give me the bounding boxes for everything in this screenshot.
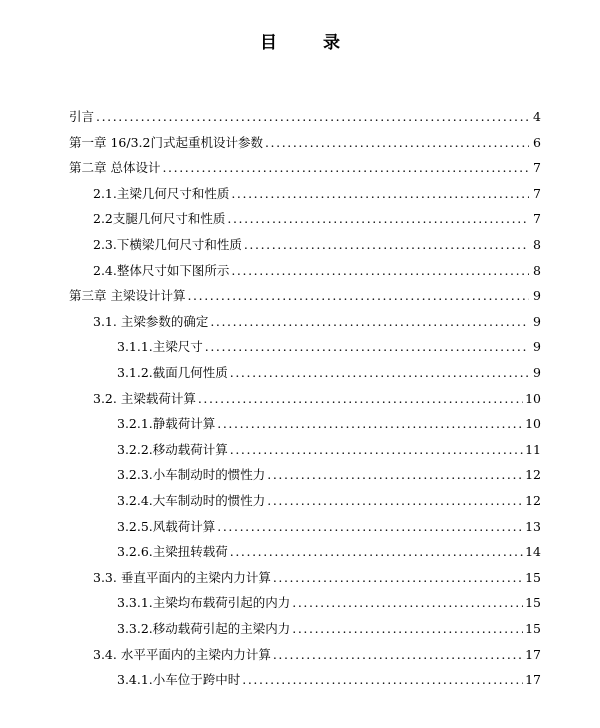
toc-entry-label: 第二章 总体设计: [69, 160, 161, 176]
toc-entry[interactable]: [117, 670, 541, 690]
toc-entry-label: 3.1. 主梁参数的确定: [93, 313, 209, 329]
toc-entry[interactable]: [69, 107, 541, 127]
toc-entry-page-number: 9: [533, 288, 541, 304]
toc-entry-page-number: 8: [533, 262, 541, 278]
toc-entry[interactable]: [117, 363, 541, 383]
toc-entry-label: 3.2.5.风载荷计算: [117, 518, 216, 534]
toc-entry-page-number: 7: [533, 185, 541, 201]
toc-entry-label: 2.4.整体尺寸如下图所示: [93, 262, 230, 278]
toc-entry-label: 3.2.1.静载荷计算: [117, 416, 216, 432]
toc-entry[interactable]: [117, 593, 541, 613]
toc-entry-page-number: 17: [525, 646, 541, 662]
toc-entry[interactable]: [117, 619, 541, 639]
dot-leader: [227, 209, 529, 229]
toc-entry-label: 3.3.2.移动载荷引起的主梁内力: [117, 621, 291, 636]
toc-entry-label: 第三章 主梁设计计算: [69, 288, 186, 304]
toc-entry-page-number: 14: [525, 544, 541, 560]
toc-entry[interactable]: [93, 209, 541, 229]
toc-entry-page-number: 17: [525, 672, 541, 688]
dot-leader: [198, 389, 523, 409]
toc-entry-page-number: 12: [525, 467, 541, 483]
dot-leader: [187, 286, 529, 306]
toc-entry[interactable]: [93, 235, 541, 255]
toc-entry[interactable]: [117, 465, 541, 485]
toc-entry-label: 3.2. 主梁载荷计算: [93, 390, 196, 406]
dot-leader: [96, 107, 529, 127]
toc-entry-page-number: 13: [525, 518, 541, 534]
dot-leader: [265, 133, 529, 153]
toc-entry-page-number: 12: [525, 493, 541, 508]
toc-entry-label: 引言: [69, 109, 95, 124]
toc-entry[interactable]: [93, 568, 541, 588]
dot-leader: [205, 337, 529, 357]
toc-entry-label: 3.1.1.主梁尺寸: [117, 339, 203, 355]
toc-entry-page-number: 10: [525, 390, 541, 406]
toc-entry-label: 2.3.下横梁几何尺寸和性质: [93, 237, 242, 252]
toc-entry-label: 3.2.3.小车制动时的惯性力: [117, 467, 266, 483]
dot-leader: [162, 158, 529, 178]
toc-entry-label: 3.2.2.移动载荷计算: [117, 441, 228, 457]
toc-entry[interactable]: [69, 158, 541, 178]
toc-entry[interactable]: [93, 312, 541, 332]
toc-entry-page-number: 9: [533, 339, 541, 355]
dot-leader: [231, 261, 529, 281]
dot-leader: [267, 465, 523, 485]
dot-leader: [230, 363, 529, 383]
toc-entry-page-number: 15: [525, 595, 541, 611]
dot-leader: [292, 593, 523, 613]
toc-entry[interactable]: [93, 184, 541, 204]
toc-entry[interactable]: [93, 261, 541, 281]
toc-entry-page-number: 7: [533, 211, 541, 227]
dot-leader: [231, 184, 529, 204]
dot-leader: [217, 414, 523, 434]
toc-entry[interactable]: [69, 286, 541, 306]
dot-leader: [217, 517, 523, 537]
toc-entry-page-number: 15: [525, 569, 541, 585]
page-title: 目 录: [260, 33, 360, 53]
dot-leader: [244, 235, 529, 255]
toc-entry-label: 2.2支腿几何尺寸和性质: [93, 211, 226, 227]
toc-entry-page-number: 8: [533, 237, 541, 252]
dot-leader: [210, 312, 529, 332]
toc-entry-label: 3.2.6.主梁扭转载荷: [117, 544, 228, 560]
toc-entry-page-number: 4: [533, 109, 541, 124]
toc-entry-label: 3.3. 垂直平面内的主梁内力计算: [93, 569, 271, 585]
toc-entry[interactable]: [117, 491, 541, 511]
toc-entry-label: 3.4. 水平平面内的主梁内力计算: [93, 646, 271, 662]
toc-entry[interactable]: [117, 337, 541, 357]
toc-entry[interactable]: [117, 440, 541, 460]
toc-entry-page-number: 15: [525, 621, 541, 636]
dot-leader: [273, 645, 523, 665]
toc-entry[interactable]: [117, 517, 541, 537]
toc-entry-label: 3.3.1.主梁均布载荷引起的内力: [117, 595, 291, 611]
toc-entry-label: 3.4.1.小车位于跨中时: [117, 672, 241, 688]
toc-entry-label: 第一章 16/3.2门式起重机设计参数: [69, 134, 263, 150]
toc-entry[interactable]: [117, 414, 541, 434]
toc-entry[interactable]: [93, 389, 541, 409]
dot-leader: [242, 670, 523, 690]
toc-entry-label: 3.2.4.大车制动时的惯性力: [117, 493, 266, 508]
dot-leader: [292, 619, 523, 639]
toc-entry[interactable]: [93, 645, 541, 665]
toc-entry-page-number: 6: [533, 134, 541, 150]
toc-entry-page-number: 10: [525, 416, 541, 432]
toc-entry-page-number: 7: [533, 160, 541, 176]
toc-entry-page-number: 11: [525, 441, 541, 457]
dot-leader: [230, 542, 523, 562]
toc-entry-label: 2.1.主梁几何尺寸和性质: [93, 185, 230, 201]
toc-entry-label: 3.1.2.截面几何性质: [117, 365, 228, 380]
dot-leader: [273, 568, 523, 588]
toc-entry[interactable]: [69, 133, 541, 153]
toc-entry-page-number: 9: [533, 313, 541, 329]
toc-entry-page-number: 9: [533, 365, 541, 380]
dot-leader: [267, 491, 523, 511]
toc-entry[interactable]: [117, 542, 541, 562]
dot-leader: [230, 440, 523, 460]
